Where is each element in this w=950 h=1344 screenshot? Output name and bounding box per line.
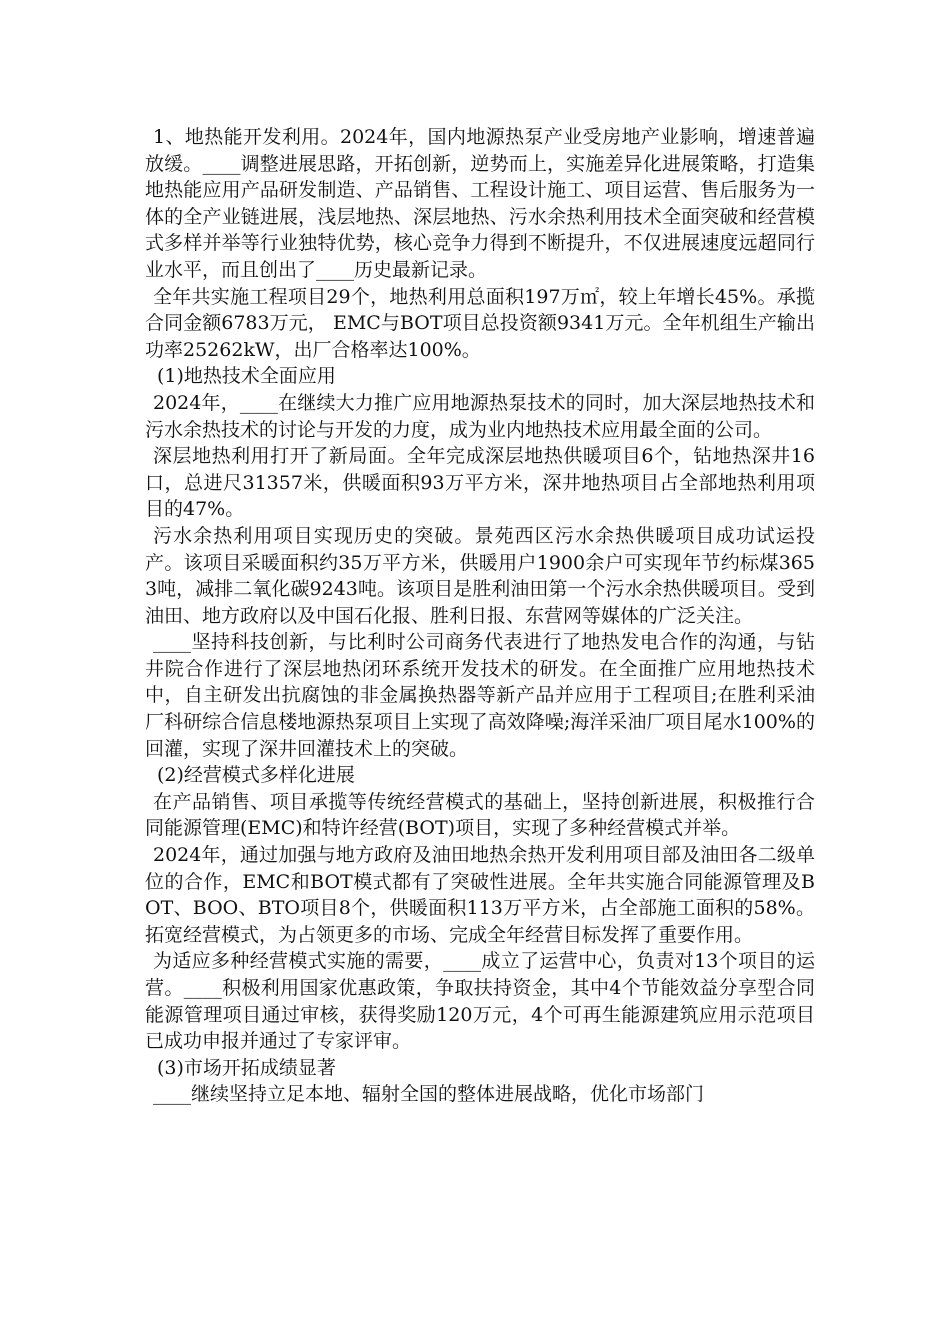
- paragraph-geothermal-intro: 1、地热能开发利用。2024年，国内地源热泵产业受房地产业影响，增速普遍放缓。____调整进展思路，开拓创新，逆势而上，实施差异化进展策略，打造集地热能应用产品研发制造、产品销售、工程设计施工、项目运营、售后服务为一体的全产业链进展，浅层地热、深层地热、污水余热利用技术全面突破和经营模式多样并举等行业独特优势，核心竞争力得到不断提升，不仅进展速度远超同行业水平，而且创出了____历史最新记录。: [145, 126, 815, 281]
- section-heading-business-models: (2)经营模式多样化进展: [157, 764, 355, 787]
- paragraph-tech-innovation: ____坚持科技创新，与比利时公司商务代表进行了地热发电合作的沟通，与钻井院合作进行了深层地热闭环系统开发技术的研发。在全面推广应用地热技术中，自主研发出抗腐蚀的非金属换热器等新产品并应用于工程项目;在胜利采油厂科研综合信息楼地源热泵项目上实现了高效降噪;海洋采油厂项目尾水100%的回灌，实现了深井回灌技术上的突破。: [145, 631, 815, 760]
- paragraph-operations-center: 为适应多种经营模式实施的需要，____成立了运营中心，负责对13个项目的运营。____积极利用国家优惠政策，争取扶持资金，其中4个节能效益分享型合同能源管理项目通过审核，获得奖励120万元，4个可再生能源建筑应用示范项目已成功申报并通过了专家评审。: [145, 950, 815, 1053]
- section-heading-geothermal-tech: (1)地热技术全面应用: [157, 365, 336, 388]
- paragraph-cooperation: 2024年，通过加强与地方政府及油田地热余热开发利用项目部及油田各二级单位的合作，EMC和BOT模式都有了突破性进展。全年共实施合同能源管理及BOT、BOO、BTO项目8个，供暖面积113万平方米，占全部施工面积的58%。拓宽经营模式，为占领更多的市场、完成全年经营目标发挥了重要作用。: [145, 844, 815, 946]
- paragraph-tech-promotion: 2024年，____在继续大力推广应用地源热泵技术的同时，加大深层地热技术和污水余热技术的讨论与开发的力度，成为业内地热技术应用最全面的公司。: [145, 391, 815, 441]
- paragraph-market-strategy: ____继续坚持立足本地、辐射全国的整体进展战略，优化市场部门: [153, 1083, 705, 1106]
- section-heading-market: (3)市场开拓成绩显著: [157, 1056, 336, 1079]
- paragraph-deep-geothermal: 深层地热利用打开了新局面。全年完成深层地热供暖项目6个，钻地热深井16口，总进尺31357米，供暖面积93万平方米，深井地热项目占全部地热利用项目的47%。: [145, 445, 815, 521]
- document-page: [145, 124, 815, 1108]
- paragraph-wastewater-heat: 污水余热利用项目实现历史的突破。景苑西区污水余热供暖项目成功试运投产。该项目采暖面积约35万平方米，供暖用户1900余户可实现年节约标煤3653吨，减排二氧化碳9243吨。该项目是胜利油田第一个污水余热供暖项目。受到油田、地方政府以及中国石化报、胜利日报、东营网等媒体的广泛关注。: [145, 524, 815, 627]
- paragraph-emc-bot: 在产品销售、项目承揽等传统经营模式的基础上，坚持创新进展，积极推行合同能源管理(EMC)和特许经营(BOT)项目，实现了多种经营模式并举。: [145, 790, 815, 840]
- paragraph-annual-projects: 全年共实施工程项目29个，地热利用总面积197万㎡，较上年增长45%。承揽合同金额6783万元， EMC与BOT项目总投资额9341万元。全年机组生产输出功率25262kW，出厂合格率达100%。: [145, 285, 815, 361]
